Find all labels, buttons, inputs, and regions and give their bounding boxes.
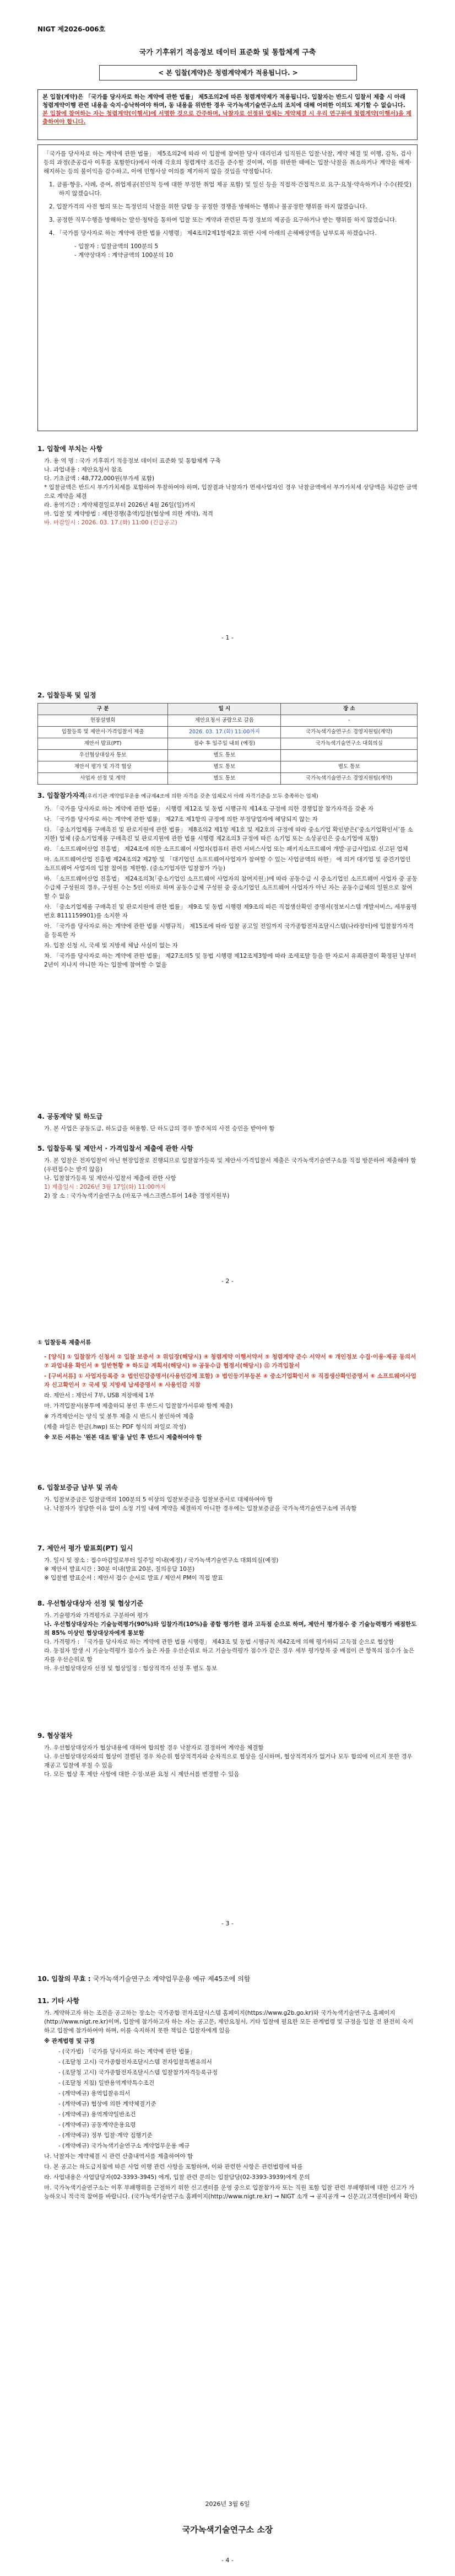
section-3 xyxy=(37,791,418,971)
s8-row: 가. 기술평가와 가격평가로 구분하여 평가 xyxy=(44,1612,149,1619)
section-title: 1. 입찰에 부치는 사항 xyxy=(37,445,103,453)
table-cell: 국가녹색기술연구소 경영지원팀(계약) xyxy=(281,773,418,785)
table-row xyxy=(38,750,418,761)
docs-row: 마. 가격입찰서(봉투에 제출하되 봉인 후 반드시 입찰참가서류와 함께 제출) xyxy=(44,1403,233,1409)
s5-sub-row: 2) 장 소 : 국가녹색기술연구소 (마포구 에스크렌스튜어 14층 경영지원부) xyxy=(44,1193,230,1199)
section-10 xyxy=(37,1974,418,1987)
schedule-table xyxy=(37,703,418,785)
s3-row: 나. 「국가를 당사자로 하는 계약에 관한 법률」 제27조 제1항의 규정에 의한 부정당업자에 해당되지 않는 자 xyxy=(44,816,318,823)
s3-row: 가. 「국가를 당사자로 하는 계약에 관한 법률」 시행령 제12조 및 동법 시행규칙 제14조 규정에 의한 경쟁입찰 참가자격을 갖춘 자 xyxy=(44,806,373,812)
section-title: 2. 입찰등록 및 일정 xyxy=(37,691,96,699)
section-title: 5. 입찰등록 및 제안서 · 가격입찰서 제출에 관한 사항 xyxy=(37,1145,193,1152)
s11-row: - (조달청 지침) 일반용역계약특수조건 xyxy=(58,2080,155,2086)
page-number: - 2 - xyxy=(221,1278,234,1285)
s5-sub-row: 1) 제출일시 : 2026년 3월 17일(화) 11:00까지 xyxy=(44,1184,166,1190)
docs-row: - [양식] ① 입찰참가 신청서 ② 입찰 보증서 ③ 위임장(해당시) ④ 청렴계약 이행서약서 ⑤ 청렴계약 준수 서약서 ⑥ 개인정보 수집·이용·제공 동의서 ⑦ 과업내용 확인서 ⑧ 일반현황 ⑨ 하도급 계획서(해당시) ⑩ 공동수급 협정서(해당시) ⑪ 가격입찰서 xyxy=(44,1354,416,1369)
table-cell: 별도 통보 xyxy=(168,761,281,773)
s8-row: 라. 동점자 발생 시 기술능력평가 점수가 높은 자를 우선순위로 하고 기술능력평가 점수가 같은 경우 세부 평가항목 중 배점이 큰 항목의 점수가 높은 자를 우선순위로 함 xyxy=(44,1647,414,1663)
integrity-pledge-box xyxy=(37,144,418,431)
section-4 xyxy=(37,1112,418,1133)
section-11 xyxy=(37,1997,418,2203)
s5-row: 나. 입찰참가등록 및 제안서·입찰서 제출에 관한 사항 xyxy=(44,1175,176,1182)
docs-list xyxy=(37,1353,418,1442)
table-cell: 별도 통보 xyxy=(281,761,418,773)
table-cell: 제안서 평가 및 가격 협상 xyxy=(38,761,168,773)
page-4 xyxy=(0,1944,455,2576)
section-9 xyxy=(37,1731,418,1779)
table-cell: 국가녹색기술연구소 대회의실 xyxy=(281,738,418,750)
docs-row: ※ 모든 서류는 '원본 대조 필'을 날인 후 반드시 제출하여야 함 xyxy=(44,1434,202,1441)
s5-row: 가. 본 입찰은 전자입찰이 아닌 현장입찰로 진행되므로 입찰참가등록 및 제안서·가격입찰서 제출은 국가녹색기술연구소를 직접 방문하여 제출해야 함 (우편접수는 받지 않음) xyxy=(44,1157,416,1173)
s7-row: ※ 제안서 발표시간 : 30분 이내(발표 20분, 질의응답 10분) xyxy=(44,1566,195,1573)
table-cell xyxy=(281,750,418,761)
page-number: - 4 - xyxy=(221,2557,234,2564)
s9-row: 가. 우선협상대상자가 협상내용에 대하여 합의할 경우 낙찰자로 결정하여 계약을 체결함 xyxy=(44,1745,264,1751)
s9-row: 나. 우선협상대상자와의 협상이 결렬된 경우 차순위 협상적격자와 순차적으로 협상을 실시하며, 협상적격자가 없거나 모두 합의에 이르지 못한 경우 재공고 입찰에 부칠 수 있음 xyxy=(44,1753,413,1769)
integrity-highlight: 본 입찰에 참여하는 자는 청렴계약(이행서)에 서명한 것으로 간주하며, 낙찰자로 선정된 업체는 계약체결 시 우리 연구원에 청렴계약(이행서)을 제출하여야 합니다. xyxy=(42,110,411,125)
s11-row: ※ 관계법령 및 규정 xyxy=(44,2038,95,2044)
s11-row: 다. 본 공고는 하도급지침에 따른 사업 이행 관련 사항을 포함하며, 이와 관련한 사항은 관련법령에 따름 xyxy=(44,2164,303,2170)
section-5 xyxy=(37,1144,418,1200)
table-cell: - xyxy=(281,715,418,727)
section-2 xyxy=(37,691,418,785)
section-3-note: (우리기관 계약업무운용 예규제4조에 의한 자격을 갖춘 업체로서 아래 자격기준을 모두 충족하는 업체) xyxy=(85,793,318,799)
section-6 xyxy=(37,1483,418,1513)
s8-row: 나. 우선협상대상자는 기술능력평가(90%)와 입찰가격(10%)을 종합 평가한 결과 고득점 순으로 하며, 제안서 평가점수 중 기술능력평가 배점한도의 85% 이상인 협상대상자에게 통보함 xyxy=(44,1621,417,1636)
table-cell: 입찰등록 및 제안서·가격입찰서 제출 xyxy=(38,727,168,738)
section-title: 7. 제안서 평가 발표회(PT) 일시 xyxy=(37,1544,133,1552)
s1-row: * 입찰금액은 반드시 부가가치세를 포함하여 투찰하여야 하며, 입찰결과 낙찰자가 면세사업자인 경우 낙찰금액에서 부가가치세 상당액을 차감한 금액으로 계약을 체결 xyxy=(44,484,418,500)
table-cell: 별도 통보 xyxy=(168,773,281,785)
issuer-name: 국가녹색기술연구소 소장 xyxy=(182,2525,273,2535)
s11-row: 가. 계약하고자 하는 조건을 공고하는 장소는 국가종합 전자조달시스템 홈페이지(https://www.g2b.go.kr)와 국가녹색기술연구소 홈페이지(http://www.nigt.re.kr)이며, 입찰에 참가하고자 하는 자는 공고문, 제안요청서, 기타 입찰에 필요한 모든 관계법령 및 규정을 입찰 전 완전히 숙지하고 입찰에 참가하여야 하며, 이를 숙지하지 못한 책임은 입찰자에게 있음 xyxy=(44,2010,414,2034)
s11-row: - (계약예규) 국가녹색기술연구소 계약업무운용 예규 xyxy=(58,2143,190,2149)
section-8 xyxy=(37,1599,418,1673)
table-header: 구 분 xyxy=(38,704,168,715)
table-cell: 2026. 03. 17.(화) 11:00까지 xyxy=(168,727,281,738)
pledge-sub-item: - 계약상대자 : 계약금액의 100분의 10 xyxy=(74,252,174,259)
table-row xyxy=(38,761,418,773)
integrity-banner: < 본 입찰(계약)은 청렴계약제가 적용됩니다. > xyxy=(99,65,357,80)
section-title: 10. 입찰의 무효 : 국가녹색기술연구소 계약업무운용 예규 제45조에 의함 xyxy=(37,1975,251,1983)
s8-row: 다. 가격평가 : 「국가를 당사자로 하는 계약에 관한 법률 시행령」 제43조 및 동법 시행규칙 제42조에 의해 평가하되 고득점 순으로 협상함 xyxy=(44,1639,394,1645)
s11-row: 나. 낙찰자는 계약체결 시 관련 산출내역서를 제출하여야 함 xyxy=(44,2153,193,2160)
table-row xyxy=(38,773,418,785)
table-header: 장 소 xyxy=(281,704,418,715)
pledge-sub-item: - 입찰자 : 입찰금액의 100분의 5 xyxy=(74,243,159,250)
section-title: 6. 입찰보증금 납부 및 귀속 xyxy=(37,1484,118,1491)
s11-row: - (계약예규) 용역계약일반조건 xyxy=(58,2111,136,2118)
s11-row: - (조달청 고시) 국가종합전자조달시스템 입찰참가자격등록규정 xyxy=(58,2069,218,2076)
section-title: 9. 협상절차 xyxy=(37,1732,73,1740)
pledge-item: 1. 금품·향응, 사례, 증여, 취업제공(친인척 등에 대한 부정한 취업 제공 포함) 및 일신 등을 직접적·간접적으로 요구·요청·약속하거나 수수(授受)하지 않겠습니다. xyxy=(49,181,411,197)
table-row xyxy=(38,738,418,750)
table-cell: 제안서 발표(PT) xyxy=(38,738,168,750)
submission-documents xyxy=(37,1332,418,1443)
s11-row: - (계약예규) 협상에 의한 계약체결기준 xyxy=(58,2101,156,2107)
pledge-item: 4. 「국가를 당사자로 하는 계약에 관한 법률 시행령」 제4조의2제1항제2호 위반 시에 아래의 손해배상액을 납부토록 하겠습니다. xyxy=(49,230,377,237)
document-title: 국가 기후위기 적응정보 데이터 표준화 및 통합체계 구축 xyxy=(139,49,316,57)
notice-date: 2026년 3월 6일 xyxy=(205,2500,250,2508)
table-row xyxy=(38,727,418,738)
section-title: 11. 기타 사항 xyxy=(37,1997,79,2005)
table-cell: 제안요청서 공람으로 갈음 xyxy=(168,715,281,727)
page-number: - 1 - xyxy=(221,634,234,641)
notice-number: NIGT 제2026-006호 xyxy=(37,25,106,33)
docs-row: (제출 파일은 한글(.hwp) 또는 PDF 형식의 파일로 작성) xyxy=(44,1424,186,1430)
s3-row: 아. 「국가를 당사자로 하는 계약에 관한 법률 시행규칙」 제15조에 따라 입찰 공고일 전일까지 국가종합전자조달시스템(나라장터)에 입찰참가자격을 등록한 자 xyxy=(44,923,414,938)
integrity-notice-box xyxy=(37,89,418,140)
s11-row: - (조달청 고시) 국가종합전자조달시스템 전자입찰특별유의서 xyxy=(58,2059,212,2065)
s11-row: - (계약예규) 정부 입찰·계약 집행기준 xyxy=(58,2132,153,2139)
s4-row: 가. 본 사업은 공동도급, 하도급을 허용함. 단 하도급의 경우 발주처의 사전 승인을 받아야 함 xyxy=(44,1125,275,1132)
table-cell: 접수 후 일주일 내외 (예정) xyxy=(168,738,281,750)
s6-row: 나. 낙찰자가 정당한 이유 없이 소정 기일 내에 계약을 체결하지 아니한 경우에는 입찰보증금을 국가녹색기술연구소에 귀속함 xyxy=(44,1505,357,1512)
s3-list xyxy=(37,804,418,969)
s3-row: 다. 「중소기업제품 구매촉진 및 판로지원에 관한 법률」 제8조의2 제1항 제1호 및 제2호의 규정에 따라 중소기업 확인받은(‘중소기업확인서’를 소지한) 업체 (중소기업제품 구매촉진 및 판로지원에 관한 법률 시행령 제2조의3 규정에 따른 소기업 또는 소상공인은 중소기업에 포함) xyxy=(44,827,413,842)
s7-row: ※ 입찰별 발표순서 : 제안서 접수 순서로 발표 / 제안서 PM이 직접 발표 xyxy=(44,1575,223,1581)
docs-row: ※ 가격제안서는 양식 및 봉투 제출 시 반드시 봉인하여 제출 xyxy=(44,1413,194,1420)
s1-row: 가. 용 역 명 : 국가 기후위기 적응정보 데이터 표준화 및 통합체계 구축 xyxy=(44,458,221,464)
s3-row: 마. 소프트웨어산업 진흥법 제24조의2 제2항 및 「대기업인 소프트웨어사업자가 참여할 수 있는 사업금액의 하한」 에 의거 대기업 및 중견기업인 소프트웨어 사업자의 입찰 참여를 제한함. (중소기업자만 입찰참가 가능) xyxy=(44,856,411,872)
section-title: 4. 공동계약 및 하도급 xyxy=(37,1113,103,1120)
pledge-intro: 「국가를 당사자로 하는 계약에 관한 법률」 제5조의2에 따라 이 입찰에 참여한 당사 대리인과 임직원은 입찰·낙찰, 계약 체결 및 이행, 감독, 검사 등의 과정(준공검사 이후를 포함한다)에서 아래 각호의 청렴계약 조건을 준수할 것이며, 이를 위반한 때에는 입찰·낙찰을 취소하거나 계약을 해제·해지하는 등의 불이익을 감수하고, 이에 민형사상 이의를 제기하지 않을 것임을 약정합니다. xyxy=(44,151,411,175)
s1-row: 라. 용역기간 : 계약체결일로부터 2026년 4월 26일(일)까지 xyxy=(44,502,196,508)
page-2 xyxy=(0,659,455,1301)
s1-row: 다. 기초금액 : 48,772,000원(부가세 포함) xyxy=(44,475,155,482)
table-cell: 현장설명회 xyxy=(38,715,168,727)
table-cell: 사업자 선정 및 계약 xyxy=(38,773,168,785)
s3-row: 자. 입찰 신청 시, 국세 및 지방세 체납 사실이 없는 자 xyxy=(44,942,178,949)
page-3 xyxy=(0,1301,455,1944)
s7-row: 가. 일시 및 장소 : 접수마감일로부터 일주일 이내(예정) / 국가녹색기술연구소 대회의실(예정) xyxy=(44,1557,279,1564)
pledge-item: 2. 입찰가격의 사전 협의 또는 특정인의 낙찰을 위한 담합 등 공정한 경쟁을 방해하는 행위나 불공정한 행위를 하지 않겠습니다. xyxy=(49,203,367,210)
s6-row: 가. 입찰보증금은 입찰금액의 100분의 5 이상의 입찰보증금을 입찰보증서로 대체하여야 함 xyxy=(44,1496,273,1503)
table-cell: 국가녹색기술연구소 경영지원팀(계약) xyxy=(281,727,418,738)
docs-title: ① 입찰등록 제출서류 xyxy=(37,1339,91,1346)
s10-text: 국가녹색기술연구소 계약업무운용 예규 제45조에 의함 xyxy=(93,1975,251,1983)
docs-row: 라. 제안서 : 제안서 7부, USB 저장매체 1부 xyxy=(44,1392,155,1399)
section-title: 3. 입찰참가자격(우리기관 계약업무운용 예규제4조에 의한 자격을 갖춘 업체로서 아래 자격기준을 모두 충족하는 업체) xyxy=(37,792,318,799)
s3-row: 바. 「소프트웨어산업 진흥법」 제24조의3(「중소기업인 소프트웨어 사업자의 참여지원」)에 따라 공동수급 시 중소기업인 소프트웨어 사업자 중 공동수급체 구성원의 경우, 구성원 수는 5인 이하로 하며 공동수급체 구성원 중 중소기업인 소프트웨어 사업자가 아닌 자는 공동수급체의 일원으로 참여할 수 없음 xyxy=(44,876,418,900)
s11-list xyxy=(37,2009,418,2201)
s9-row: 다. 모든 협상 후 제안 사항에 대한 수정·보완 요청 시 제안서를 변경할 수 있음 xyxy=(44,1771,240,1778)
page-1 xyxy=(0,0,455,659)
s3-row: 차. 「국가를 당사자로 하는 계약에 관한 법률」 제27조의5 및 동법 시행령 제12조제3항에 따라 조세포탈 등을 한 자로서 유죄판결이 확정된 날부터 2년이 지나지 아니한 자는 입찰에 참여할 수 없음 xyxy=(44,953,416,968)
integrity-text: 본 입찰(계약)은 「국가를 당사자로 하는 계약에 관한 법률」 제5조의2에 따른 청렴계약제가 적용됩니다. 입찰자는 반드시 입찰서 제출 시 아래 청렴계약이행 관련 내용을 숙지·승낙하여야 하며, 동 내용을 위반한 경우 국가녹색기술연구소의 조치에 대해 어떠한 이의도 제기할 수 없습니다. 본 입찰에 참여하는 자는 청렴계약(이행서)에 서명한 것으로 간주하며, 낙찰자로 선정된 업체는 계약체결 시 우리 연구원에 청렴계약(이행서)을 제출하여야 합니다. xyxy=(42,94,411,125)
section-7 xyxy=(37,1544,418,1582)
table-cell: 별도 통보 xyxy=(168,750,281,761)
section-title: 8. 우선협상대상자 선정 및 협상기준 xyxy=(37,1600,143,1607)
s11-row: - (국가법) 「국가를 당사자로 하는 계약에 관한 법률」 xyxy=(58,2048,196,2055)
s8-row: 마. 우선협상대상자 선정 및 협상일정 : 협상적격자 선정 후 별도 통보 xyxy=(44,1665,218,1672)
table-header: 일 시 xyxy=(168,704,281,715)
page-number: - 3 - xyxy=(221,1920,234,1927)
s1-row: 나. 과업내용 : 제안요청서 참조 xyxy=(44,466,122,473)
s11-row: 라. 사업내용은 사업담당자(02-3393-3945) 에게, 입찰 관련 문의는 입찰담당(02-3393-3939)에게 문의 xyxy=(44,2174,310,2181)
docs-row: - [구비서류] ① 사업자등록증 ② 법인인감증명서(사용인감계 포함) ③ 법인등기부등본 ④ 중소기업확인서 ⑤ 직접생산확인증명서 ⑥ 소프트웨어사업자 신고확인서 ⑦ 국세 및 지방세 납세증명서 ⑧ 사용인감 지참 xyxy=(44,1373,416,1388)
s3-row: 라. 「소프트웨어산업 진흥법」 제24조에 의한 소프트웨어 사업자(컴퓨터 관련 서비스사업 또는 패키지소프트웨어 개발·공급사업)로 신고된 업체 xyxy=(44,846,408,852)
table-cell: 우선협상대상자 통보 xyxy=(38,750,168,761)
s1-row: 마. 입찰 및 계약방법 : 제한경쟁(총액)입찰(협상에 의한 계약), 적격 xyxy=(44,511,213,517)
table-row xyxy=(38,715,418,727)
pledge-item: 3. 공정한 직무수행을 방해하는 알선·청탁을 통하여 입찰 또는 계약과 관련된 특정 정보의 제공을 요구하거나 받는 행위를 하지 않겠습니다. xyxy=(49,217,397,223)
s1-deadline-row: 바. 마감일시 : 2026. 03. 17.(화) 11:00 (긴급공고) xyxy=(44,519,177,526)
s11-row: - (계약예규) 용역입찰유의서 xyxy=(58,2090,131,2097)
s3-row: 사. 「중소기업제품 구매촉진 및 판로지원에 관한 법률」 제9조 및 동법 시행령 제9조의 따른 직접생산확인 증명서(정보시스템 개발서비스, 세부품명번호 8111159901)를 소지한 자 xyxy=(44,904,417,919)
s11-row: - (계약예규) 공동계약운용요령 xyxy=(58,2122,136,2128)
section-1 xyxy=(37,444,418,527)
s11-row: 마. 국가녹색기술연구소는 이후 부패행위를 근절하기 위한 신고센터를 운영 중으로 입찰참가자 또는 직원 포함 입찰 관련 부패행위에 대한 신고가 가능하오니 적극적 참여를 바랍니다. (국가녹색기술연구소 홈페이지(http://www.nigt.re.kr) → NIGT 소개 → 공지공개 → 신문고(고객센터)에서 확인) xyxy=(44,2185,418,2200)
